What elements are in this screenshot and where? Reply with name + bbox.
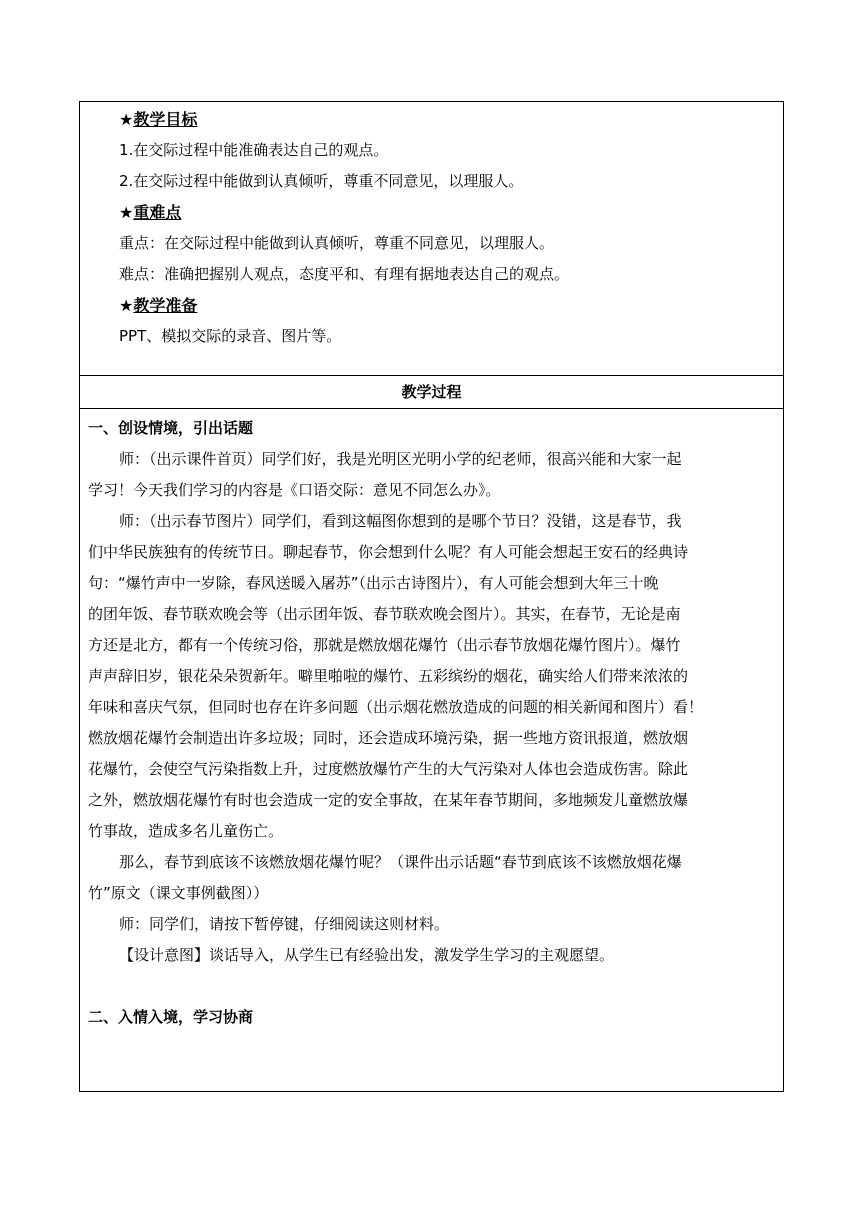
lesson-plan-table	[79, 101, 784, 1092]
difficulty-heading: ★重难点	[119, 203, 182, 222]
process-header: 教学过程	[80, 376, 783, 409]
process-cell	[80, 409, 783, 1091]
design-intent: 【设计意图】谈话导入，从学生已有经验出发，激发学生学习的主观愿望。	[119, 946, 615, 964]
goal-item-2: 2.在交际过程中能做到认真倾听，尊重不同意见，以理服人。	[119, 172, 524, 190]
goals-heading: ★教学目标	[119, 110, 198, 129]
blank-line	[80, 971, 783, 1002]
paragraph-2: 师：（出示春节图片）同学们，看到这幅图你想到的是哪个节日？没错，这是春节，我 们中华民族独有的传统节日。聊起春节，你会想到什么呢？有人可能会想起王安石的经典诗 句：“爆竹声中一岁除，春风送暖入屠苏”（出示古诗图片），有人可能会想到大年三十晚 的团年饭、春节联欢晚会等（出示团年饭、春节联欢晚会图片）。其实，在春节，无论是南 方还是北方，都有一个传统习俗，那就是燃放烟花爆竹（出示春节放烟花爆竹图片）。爆竹 声声辞旧岁，银花朵朵贺新年。噼里啪啦的爆竹、五彩缤纷的烟花，确实给人们带来浓浓的 年味和喜庆气氛，但同时也存在许多问题（出示烟花燃放造成的问题的相关新闻和图片）看！ 燃放烟花爆竹会制造出许多垃圾；同时，还会造成环境污染，据一些地方资讯报道，燃放烟 花爆竹，会使空气污染指数上升，过度燃放爆竹产生的大气污染对人体也会造成伤害。除此 之外，燃放烟花爆竹有时也会造成一定的安全事故，在某年春节期间，多地频发儿童燃放爆 竹事故，造成多名儿童伤亡。	[88, 512, 704, 840]
prep-item: PPT、模拟交际的录音、图片等。	[119, 327, 342, 345]
section-2-title: 二、入情入境，学习协商	[88, 1008, 254, 1026]
star-icon: ★	[119, 296, 134, 315]
star-icon: ★	[119, 110, 134, 129]
star-icon: ★	[119, 203, 134, 222]
prep-heading: ★教学准备	[119, 296, 198, 315]
key-point: 重点：在交际过程中能做到认真倾听，尊重不同意见，以理服人。	[119, 234, 555, 252]
paragraph-1: 师：（出示课件首页）同学们好，我是光明区光明小学的纪老师，很高兴能和大家一起 学习！今天我们学习的内容是《口语交际：意见不同怎么办》。	[88, 450, 682, 499]
paragraph-4: 师：同学们，请按下暂停键，仔细阅读这则材料。	[119, 915, 450, 933]
difficult-point: 难点：准确把握别人观点，态度平和、有理有据地表达自己的观点。	[119, 265, 570, 283]
section-1-title: 一、创设情境，引出话题	[88, 419, 254, 437]
goals-cell	[80, 102, 783, 376]
goal-item-1: 1.在交际过程中能准确表达自己的观点。	[119, 141, 389, 159]
paragraph-3: 那么，春节到底该不该燃放烟花爆竹呢？（课件出示话题“春节到底该不该燃放烟花爆 竹”原文（课文事例截图））	[88, 853, 682, 902]
